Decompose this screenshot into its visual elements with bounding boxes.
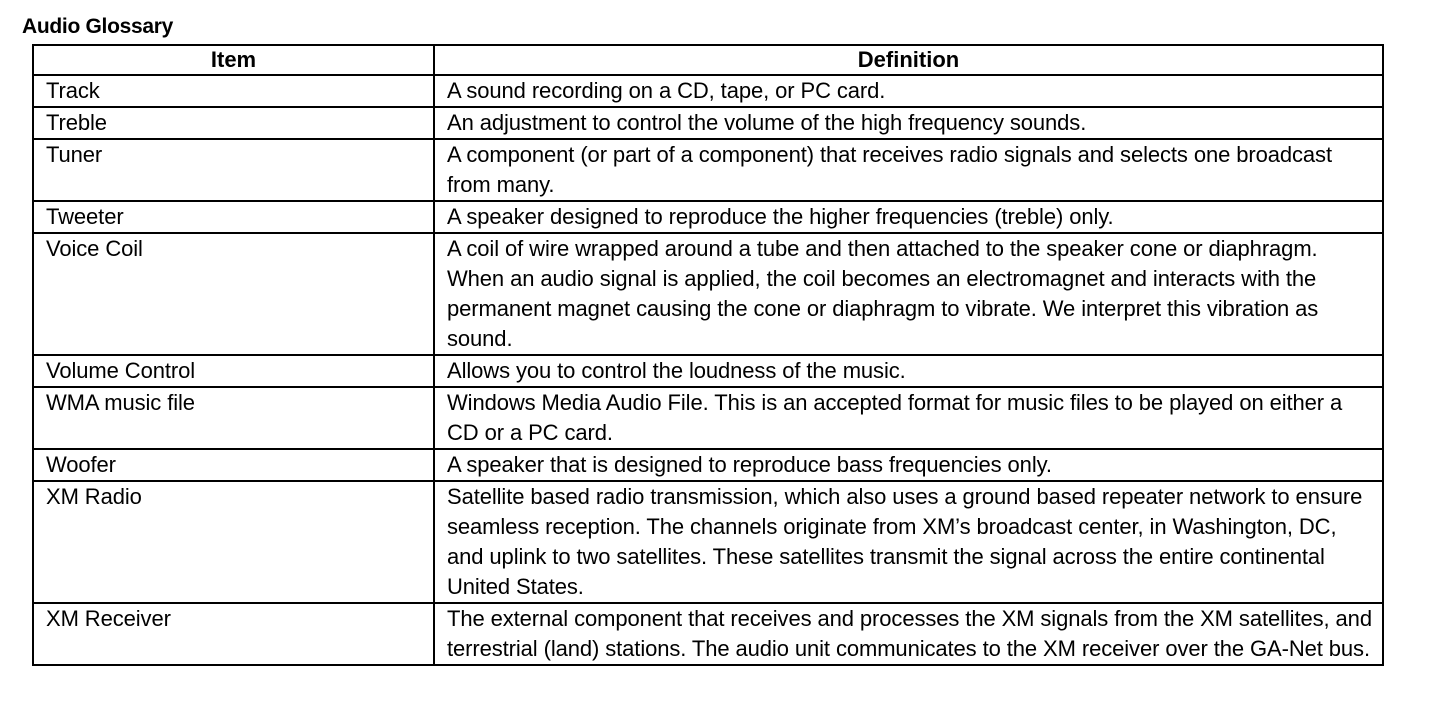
column-header-definition: Definition xyxy=(434,45,1383,75)
table-row xyxy=(33,75,1383,107)
definition-cell: A speaker that is designed to reproduce bass frequencies only. xyxy=(434,449,1383,481)
column-header-item: Item xyxy=(33,45,434,75)
definition-cell: Satellite based radio transmission, which also uses a ground based repeater network to ensure seamless reception. The channels originate from XM’s broadcast center, in Washington, DC, and uplink to two satellites. These satellites transmit the signal across the entire continental United States. xyxy=(434,481,1383,603)
glossary-table xyxy=(32,44,1384,666)
table-row xyxy=(33,481,1383,603)
definition-cell: A coil of wire wrapped around a tube and then attached to the speaker cone or diaphragm. When an audio signal is applied, the coil becomes an electromagnet and interacts with the permanent magnet causing the cone or diaphragm to vibrate. We interpret this vibration as sound. xyxy=(434,233,1383,355)
table-row xyxy=(33,355,1383,387)
item-cell: Voice Coil xyxy=(33,233,434,355)
definition-cell: A sound recording on a CD, tape, or PC card. xyxy=(434,75,1383,107)
table-row xyxy=(33,449,1383,481)
item-cell: Track xyxy=(33,75,434,107)
item-cell: WMA music file xyxy=(33,387,434,449)
definition-cell: A speaker designed to reproduce the higher frequencies (treble) only. xyxy=(434,201,1383,233)
item-cell: Tuner xyxy=(33,139,434,201)
table-row xyxy=(33,233,1383,355)
table-row xyxy=(33,201,1383,233)
item-cell: XM Radio xyxy=(33,481,434,603)
item-cell: Woofer xyxy=(33,449,434,481)
table-row xyxy=(33,603,1383,665)
item-cell: Volume Control xyxy=(33,355,434,387)
definition-cell: Allows you to control the loudness of the music. xyxy=(434,355,1383,387)
page-title: Audio Glossary xyxy=(22,15,174,38)
item-cell: XM Receiver xyxy=(33,603,434,665)
item-cell: Treble xyxy=(33,107,434,139)
definition-cell: A component (or part of a component) that receives radio signals and selects one broadcast from many. xyxy=(434,139,1383,201)
table-row xyxy=(33,387,1383,449)
definition-cell: Windows Media Audio File. This is an accepted format for music files to be played on either a CD or a PC card. xyxy=(434,387,1383,449)
table-row xyxy=(33,139,1383,201)
definition-cell: An adjustment to control the volume of the high frequency sounds. xyxy=(434,107,1383,139)
table-header-row xyxy=(33,45,1383,75)
item-cell: Tweeter xyxy=(33,201,434,233)
table-row xyxy=(33,107,1383,139)
definition-cell: The external component that receives and processes the XM signals from the XM satellites, and terrestrial (land) stations. The audio unit communicates to the XM receiver over the GA-Net bus. xyxy=(434,603,1383,665)
